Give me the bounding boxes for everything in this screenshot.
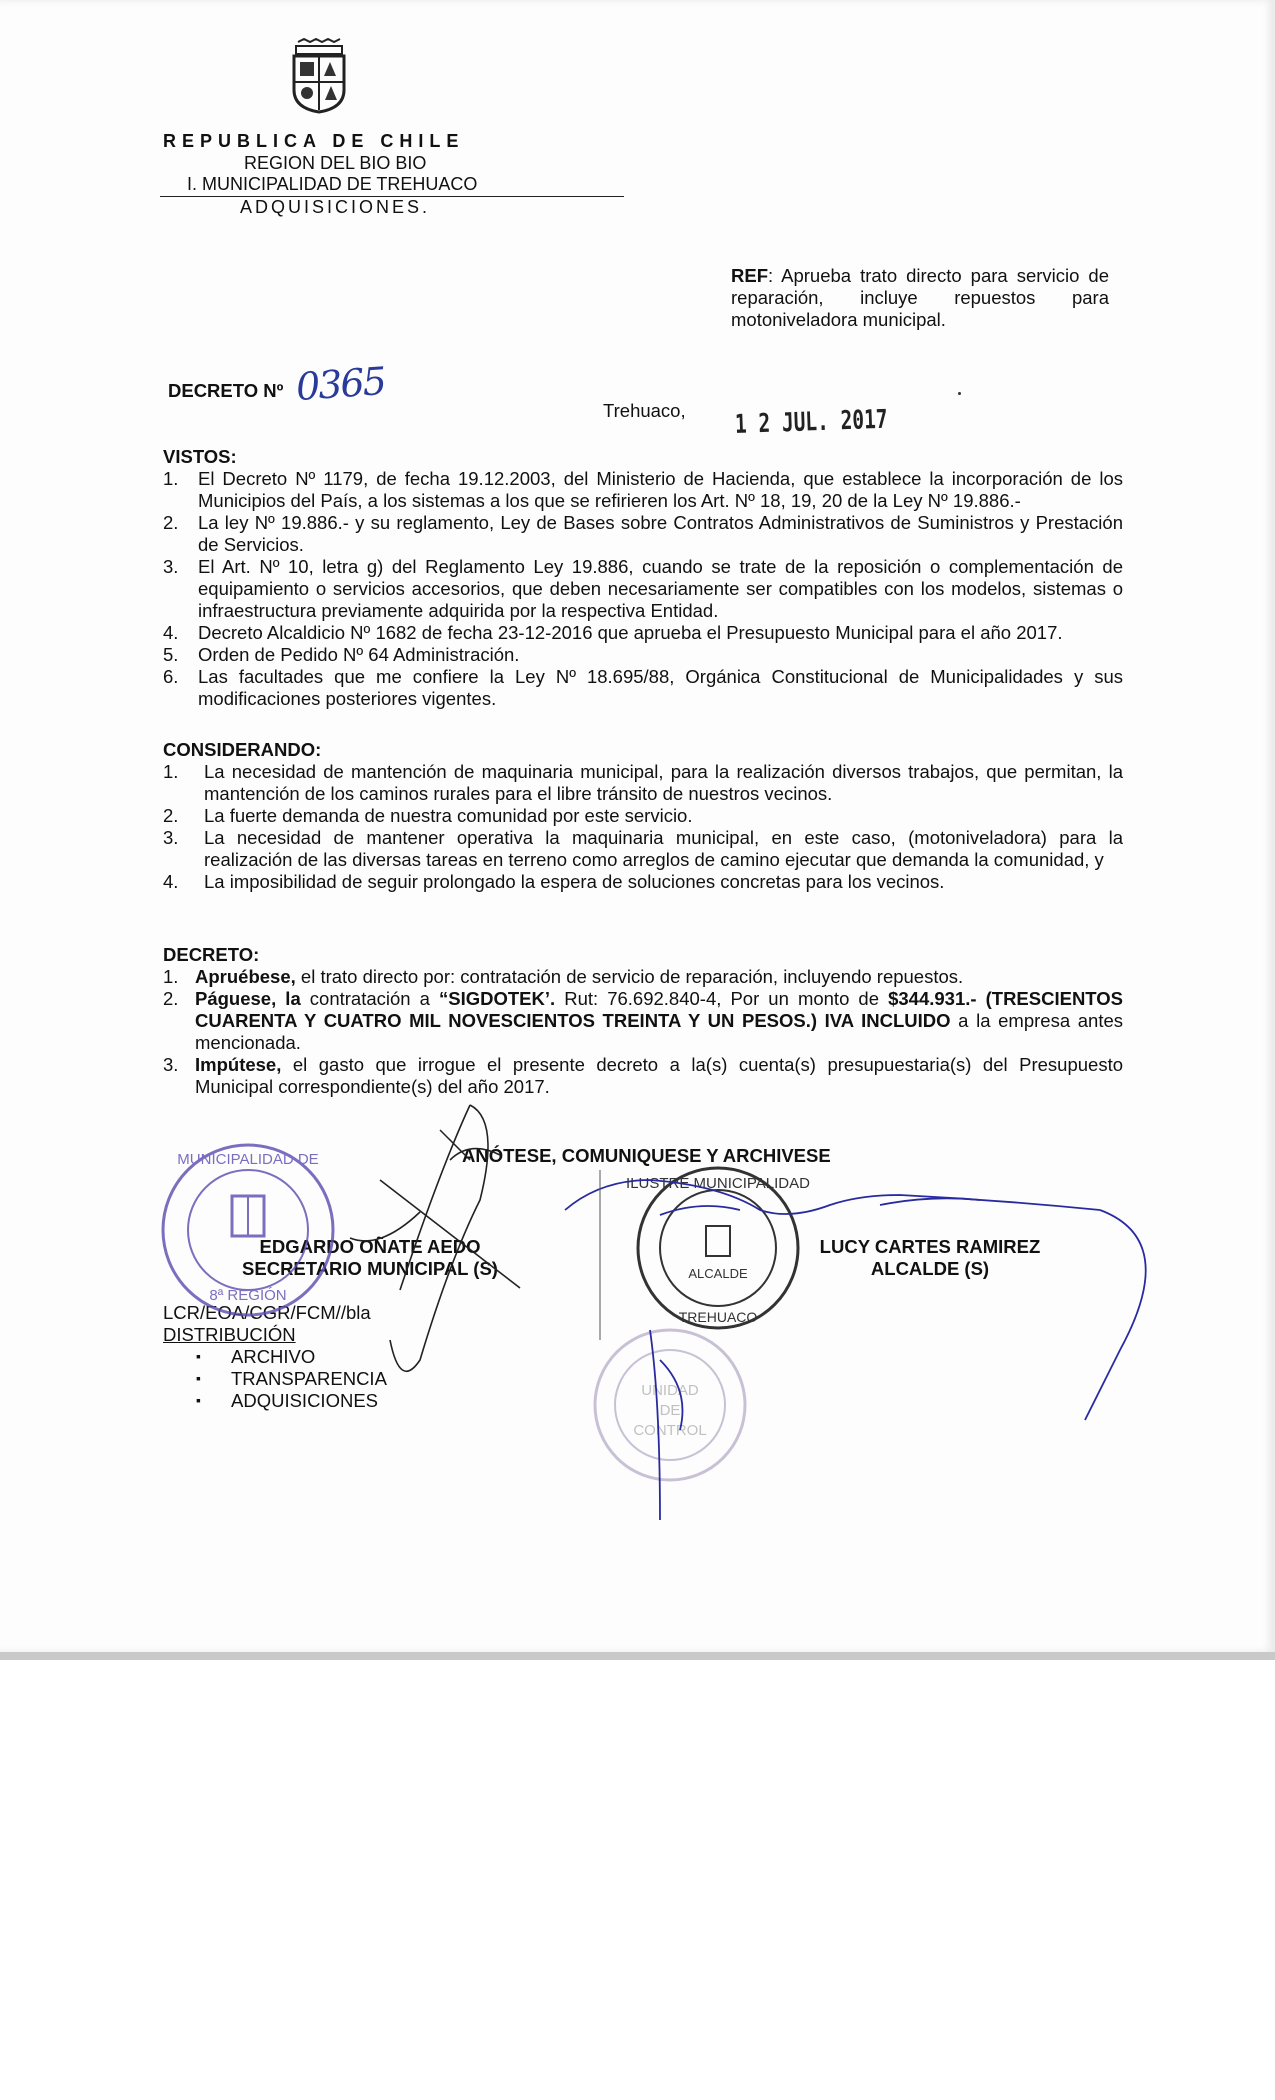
vistos-title: VISTOS: <box>163 446 237 467</box>
distribution-title: DISTRIBUCIÓN <box>163 1324 296 1345</box>
decreto-item: 1. Apruébese, el trato directo por: contratación de servicio de reparación, incluyendo repuestos. <box>163 966 964 987</box>
svg-text:8ª REGIÓN: 8ª REGIÓN <box>209 1287 287 1304</box>
date-stamp: 1 2 JUL. 2017 <box>734 404 889 440</box>
considerando-item: 2. La fuerte demanda de nuestra comunidad por este servicio. <box>163 805 693 826</box>
ref-label: REF <box>731 265 768 286</box>
vistos-item: 3. El Art. Nº 10, letra g) del Reglamento Ley 19.886, cuando se trate de la reposición o complementación de equipamiento o servicios accesorios, que deben necesariamente ser compatibles con los modelos, sistemas o infraestructura previamente adquirida por la respectiva Entidad. <box>163 556 1123 621</box>
decreto-item: 2. Páguese, la contratación a “SIGDOTEK’. Rut: 76.692.840-4, Por un monto de $344.931.- (TRESCIENTOS CUARENTA Y CUATRO MIL NOVESCIENTOS TREINTA Y UN PESOS.) IVA INCLUIDO a la empresa antes mencionada. <box>163 988 1124 1053</box>
mayor-signature-icon <box>565 1180 1146 1520</box>
considerando-item: 3. La necesidad de mantener operativa la maquinaria municipal, en este caso, (motoniveladora) para la realización de las diversas tareas en terreno como arreglos de camino ejecutar que demanda la comunidad, y <box>163 827 1123 870</box>
signer-right-title: ALCALDE (S) <box>870 1258 990 1279</box>
secretary-signature-icon <box>350 1105 520 1371</box>
svg-text:MUNICIPALIDAD DE: MUNICIPALIDAD DE <box>177 1151 319 1168</box>
vistos-item: 1. El Decreto Nº 1179, de fecha 19.12.2003, del Ministerio de Hacienda, que establece la incorporación de los Municipios del País, a los sistemas a los que se refirieren los Art. Nº 18, 19, 20 de la Ley Nº 19.886.- <box>163 468 1123 511</box>
header-department: ADQUISICIONES. <box>240 197 431 217</box>
decreto-title: DECRETO: <box>163 944 260 965</box>
svg-text:ILUSTRE MUNICIPALIDAD: ILUSTRE MUNICIPALIDAD <box>626 1175 810 1192</box>
initials: LCR/EOA/CGR/FCM//bla <box>163 1302 371 1323</box>
svg-text:ALCALDE: ALCALDE <box>688 1266 748 1281</box>
considerando-item: 4. La imposibilidad de seguir prolongado la espera de soluciones concretas para los vecinos. <box>163 871 945 892</box>
control-unit-stamp-icon <box>595 1330 745 1480</box>
svg-text:CONTROL: CONTROL <box>633 1422 707 1439</box>
signer-left-title: SECRETARIO MUNICIPAL (S) <box>242 1258 498 1279</box>
header-municipality: I. MUNICIPALIDAD DE TREHUACO <box>187 174 478 194</box>
distribution-item: ▪ ADQUISICIONES <box>163 1390 387 1412</box>
vistos-item: 4. Decreto Alcaldicio Nº 1682 de fecha 23-12-2016 que aprueba el Presupuesto Municipal para el año 2017. <box>163 622 1063 643</box>
decree-label: DECRETO Nº <box>168 380 284 401</box>
decree-place: Trehuaco, <box>603 400 686 421</box>
secretary-stamp-icon <box>163 1145 333 1315</box>
vistos-item: 2. La ley Nº 19.886.- y su reglamento, Ley de Bases sobre Contratos Administrativos de Suministros y Prestación de Servicios. <box>163 512 1123 555</box>
header-country: REPUBLICA DE CHILE <box>163 131 465 151</box>
ref-text: : Aprueba trato directo para servicio de reparación, incluye repuestos para motoniveladora municipal. <box>731 265 1109 330</box>
vistos-item: 5. Orden de Pedido Nº 64 Administración. <box>163 644 520 665</box>
signer-right-name: LUCY CARTES RAMIREZ <box>819 1236 1041 1257</box>
svg-text:DE: DE <box>659 1402 681 1419</box>
closing-formula: ANÓTESE, COMUNIQUESE Y ARCHIVESE <box>462 1145 831 1166</box>
header-region: REGION DEL BIO BIO <box>244 153 427 173</box>
svg-text:TREHUACO: TREHUACO <box>678 1309 758 1325</box>
vistos-item: 6. Las facultades que me confiere la Ley Nº 18.695/88, Orgánica Constitucional de Municipalidades y sus modificaciones posteriores vigentes. <box>163 666 1123 709</box>
distribution-item: ▪ ARCHIVO <box>163 1346 387 1368</box>
distribution-item: ▪ TRANSPARENCIA <box>163 1368 387 1390</box>
decreto-item: 3. Impútese, el gasto que irrogue el presente decreto a la(s) cuenta(s) presupuestaria(s) del Presupuesto Municipal correspondiente(s) del año 2017. <box>163 1054 1123 1097</box>
considerando-item: 1. La necesidad de mantención de maquinaria municipal, para la realización diversos trabajos, que permitan, la mantención de los caminos rurales para el libre tránsito de nuestros vecinos. <box>163 761 1123 804</box>
signer-left-name: EDGARDO OÑATE AEDO <box>259 1236 481 1257</box>
decree-number-handwritten: 0365 <box>294 358 387 410</box>
svg-text:UNIDAD: UNIDAD <box>641 1382 699 1399</box>
considerando-title: CONSIDERANDO: <box>163 739 322 760</box>
